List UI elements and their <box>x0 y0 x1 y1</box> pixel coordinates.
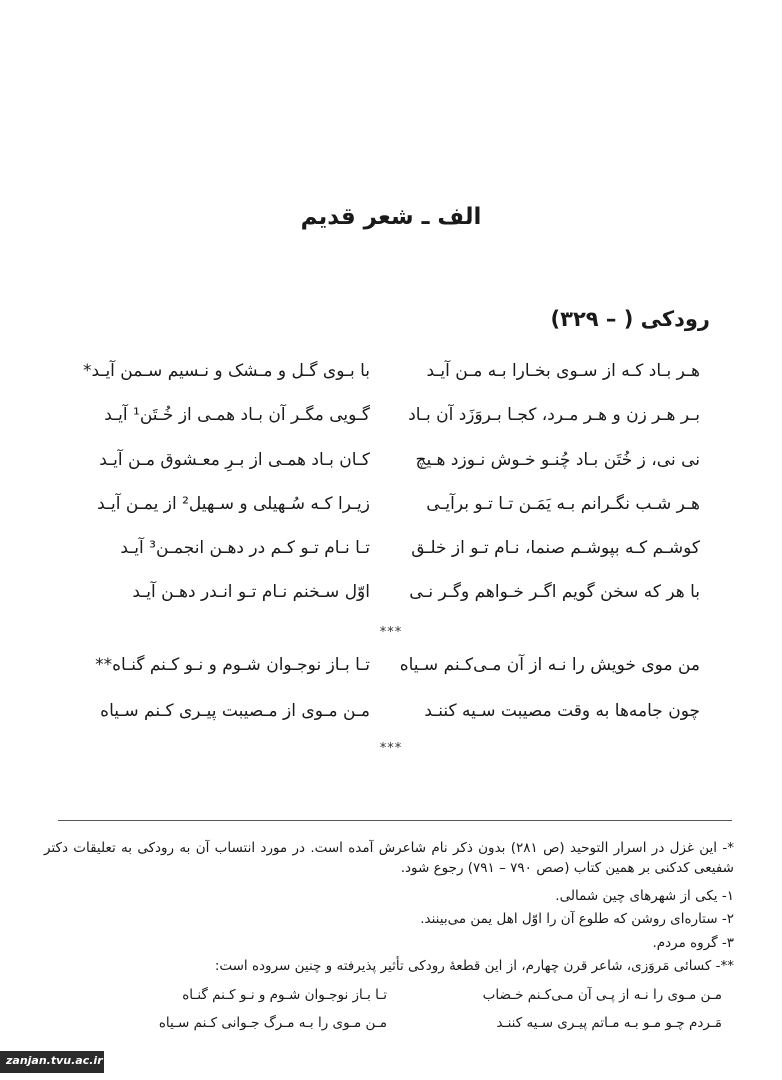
footnote-divider <box>58 820 732 821</box>
footnote-3: ۳- گروه مردم. <box>652 935 734 951</box>
verse-hemistich-second: گـویی مگـر آن بـاد همـی از خُـتَن¹ آیـد <box>104 405 370 425</box>
verse-hemistich-first: هـر شـب نگـرانم بـه یَمَـن تـا تـو برآیـی <box>426 494 700 514</box>
footnote-verse-second: تـا بـاز نوجـوان شـوم و نـو کـنم گنـاه <box>182 987 387 1003</box>
verse-hemistich-second: زیـرا کـه سُـهیلی و سـهیل² از یمـن آیـد <box>97 494 370 514</box>
verse-hemistich-second: مـن مـوی از مـصیبت پیـری کـنم سـیاه <box>100 701 370 721</box>
verse-hemistich-second: اوّل سـخنم نـام تـو انـدر دهـن آیـد <box>132 582 370 602</box>
verse-hemistich-first: من موی خویش را نـه از آن مـی‌کـنم سـیاه <box>399 655 700 675</box>
watermark-badge <box>0 1051 104 1073</box>
verse-hemistich-first: چون جامه‌ها به وقت مصیبت سـیه کننـد <box>424 701 700 721</box>
verse-hemistich-first: هـر بـاد کـه از سـوی بخـارا بـه مـن آیـد <box>426 361 700 381</box>
verse-hemistich-second: تـا نـام تـو کـم در دهـن انجمـن³ آیـد <box>120 538 370 558</box>
footnote-star-1: *- این غزل در اسرار التوحید (ص ۲۸۱) بدون ذکر نام شاعرش آمده است. در مورد انتساب آن به رودکی به تعلیقات دکتر شفیعی کدکنی بر همین کتاب (صص ۷۹۰ – ۷۹۱) رجوع شود. <box>44 840 734 876</box>
footnote-verse-second: مـن مـوی را بـه مـرگ جـوانی کـنم سـیاه <box>158 1015 387 1031</box>
verse-hemistich-first: کوشـم کـه بپوشـم صنما، نـام تـو از خلـق <box>411 538 700 558</box>
footnote-star-2: **- کسائی مَروَزی، شاعر قرن چهارم، از این قطعهٔ رودکی تأثیر پذیرفته و چنین سروده است: <box>214 958 734 974</box>
footnote-verse-first: مـن مـوی را نـه از پـی آن مـی‌کـنم خـضاب <box>482 987 722 1003</box>
page-title: الف ـ شعر قدیم <box>300 204 482 230</box>
verse-hemistich-second: با بـوی گـل و مـشک و نـسیم سـمن آیـد* <box>83 361 370 381</box>
verse-hemistich-second: تـا بـاز نوجـوان شـوم و نـو کـنم گنـاه** <box>95 655 370 675</box>
poet-heading: رودکی ( – ۳۲۹) <box>550 307 710 331</box>
verse-hemistich-first: نی نی، ز خُتَن بـاد چُنـو خـوش نـوزد هـیچ <box>415 450 700 470</box>
footnote-1: ۱- یکی از شهرهای چین شمالی. <box>555 888 734 904</box>
verse-hemistich-second: کـان بـاد همـی از بـرِ معـشوق مـن آیـد <box>99 450 370 470</box>
section-separator: *** <box>379 741 403 756</box>
verse-hemistich-first: بـر هـر زن و هـر مـرد، کجـا بـروَزَد آن بـاد <box>408 405 700 425</box>
footnote-2: ۲- ستاره‌ای روشن که طلوع آن را اوّل اهل یمن می‌بینند. <box>420 911 734 927</box>
footnote-verse-first: مَـردم چـو مـو بـه مـاتم پیـری سـیه کننـد <box>496 1015 722 1031</box>
section-separator: *** <box>379 625 403 640</box>
watermark-text: zanjan.tvu.ac.ir <box>6 1054 103 1067</box>
verse-hemistich-first: با هر که سخن گویم اگـر خـواهم وگـر نـی <box>409 582 700 602</box>
